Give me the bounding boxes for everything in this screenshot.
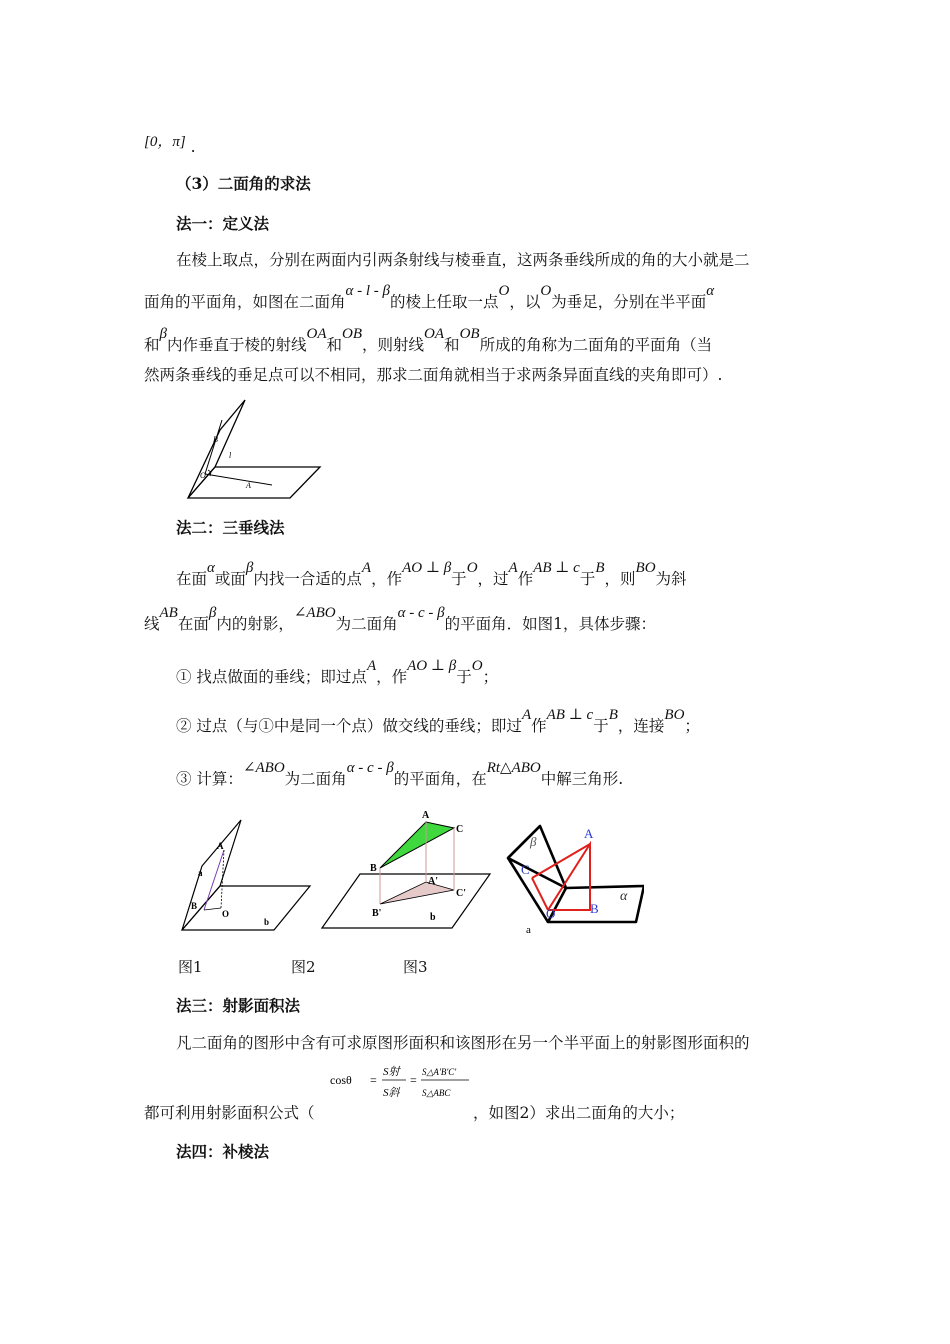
step-2: ② 过点（与①中是同一个点）做交线的垂线；即过A作AB ⊥ c于B，连接BO； xyxy=(176,707,700,735)
fig3-label-A: A xyxy=(584,826,594,841)
formula-den2: S△ABC xyxy=(422,1088,451,1098)
section-heading: （3）二面角的求法 xyxy=(176,174,311,193)
definition-figure xyxy=(180,392,325,504)
method3-line2a: 都可利用射影面积公式（ xyxy=(144,1104,315,1122)
fig1-label-A: A xyxy=(217,841,224,851)
fig-label-l: l xyxy=(229,451,232,460)
ray-OA xyxy=(205,474,272,485)
fig2-label-A: A xyxy=(422,810,430,821)
fig3-label-beta: β xyxy=(530,834,537,849)
fig3-red-triangle xyxy=(548,844,590,910)
fig2-label-C: C xyxy=(456,824,464,835)
method3-line2b: ，如图2）求出二面角的大小； xyxy=(473,1104,685,1122)
caption-fig3: 图3 xyxy=(403,958,428,976)
formula-eq-1: = xyxy=(370,1073,377,1087)
interval-text xyxy=(144,130,196,156)
fig-label-B: B xyxy=(213,435,218,444)
fig2-label-b: b xyxy=(430,912,436,923)
fig2-label-C-prime: C' xyxy=(456,888,466,899)
method3-heading: 法三：射影面积法 xyxy=(176,996,301,1015)
formula-num1: S射 xyxy=(383,1066,400,1078)
step-3: ③ 计算：∠ABO为二面角α - c - β的平面角，在Rt△ABO中解三角形. xyxy=(176,760,624,788)
fig3-label-O: O xyxy=(546,906,556,921)
figure-2 xyxy=(318,806,496,932)
method1-line2: 面角的平面角，如图在二面角α - l - β的棱上任取一点O，以O为垂足，分别在半平面α xyxy=(144,283,715,311)
interval: [0，π] xyxy=(144,134,186,150)
fig2-triangle-ABC xyxy=(380,822,454,868)
fig2-base-plane xyxy=(322,874,490,928)
caption-fig1: 图1 xyxy=(178,958,203,976)
method4-heading: 法四：补棱法 xyxy=(176,1142,270,1161)
plane-beta xyxy=(188,400,245,498)
fig1-plane-alpha xyxy=(182,820,241,930)
method1-line3: 和β内作垂直于棱的射线OA和OB，则射线OA和OB所成的角称为二面角的平面角（当 xyxy=(144,326,713,354)
fig1-label-b: b xyxy=(264,917,270,927)
projection-area-formula xyxy=(326,1060,476,1108)
step-1: ① 找点做面的垂线；即过点A，作AO ⊥ β于O； xyxy=(176,658,499,686)
method1-line1: 在棱上取点，分别在两面内引两条射线与棱垂直，这两条垂线所成的角的大小就是二 xyxy=(176,251,750,269)
fig3-label-alpha: α xyxy=(620,889,628,904)
caption-fig2: 图2 xyxy=(291,958,316,976)
ray-OB xyxy=(205,420,222,474)
figure-3 xyxy=(504,820,644,935)
fig3-label-B: B xyxy=(590,901,599,916)
fig2-label-B-prime: B' xyxy=(372,908,382,919)
fig1-label-B: B xyxy=(191,901,198,911)
fig1-segment-BO xyxy=(204,908,221,910)
fig-label-O: O xyxy=(200,471,206,480)
formula-den1: S斜 xyxy=(383,1087,400,1099)
fig1-label-O: O xyxy=(222,909,230,919)
formula-num2: S△A'B'C' xyxy=(422,1067,457,1077)
fig2-label-B: B xyxy=(370,863,377,874)
fig3-label-a: a xyxy=(526,924,531,935)
formula-eq-2: = xyxy=(410,1073,417,1087)
fig2-label-A-prime: A' xyxy=(428,876,438,887)
method1-line4: 然两条垂线的垂足点可以不相同，那求二面角就相当于求两条异面直线的夹角即可）. xyxy=(144,366,723,384)
figure-1 xyxy=(178,814,313,936)
method2-heading: 法二：三垂线法 xyxy=(176,518,285,537)
method1-heading: 法一：定义法 xyxy=(176,214,270,233)
method2-line1: 在面α或面β内找一合适的点A，作AO ⊥ β于O，过A作AB ⊥ c于B，则BO为斜 xyxy=(176,560,687,588)
period: . xyxy=(190,138,196,156)
fig1-label-a: a xyxy=(198,868,203,878)
fig-label-A: A xyxy=(246,481,251,490)
fig3-label-C: C xyxy=(521,862,530,877)
fig2-triangle-projection xyxy=(380,882,454,904)
fig1-segment-AB xyxy=(204,850,224,910)
method2-line2: 线AB在面β内的射影，∠ABO为二面角α - c - β的平面角．如图1，具体步骤： xyxy=(144,605,656,633)
formula-cos: cosθ xyxy=(330,1073,352,1087)
method3-line1: 凡二面角的图形中含有可求原图形面积和该图形在另一个半平面上的射影图形面积的 xyxy=(176,1034,750,1052)
